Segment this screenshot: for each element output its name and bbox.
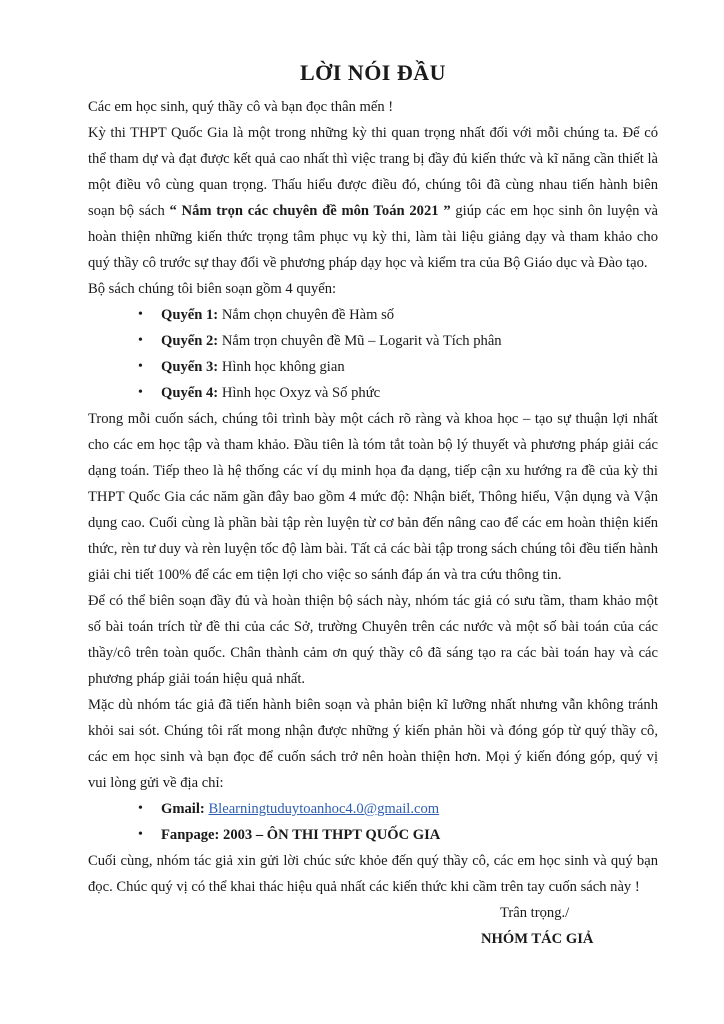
content-paragraph: Trong mỗi cuốn sách, chúng tôi trình bày một cách rõ ràng và khoa học – tạo sự thuận lợi nhất cho các em học tập và tham khảo. Đầu tiên là tóm tắt toàn bộ lý thuyết và phương pháp giải các dạng toán. Tiếp theo là hệ thống các ví dụ minh họa đa dạng, tiếp cận xu hướng ra đề của kỳ thi THPT Quốc Gia các năm gần đây bao gồm 4 mức độ: Nhận biết, Thông hiểu, Vận dụng và Vận dụng cao. Cuối cùng là phần bài tập rèn luyện từ cơ bản đến nâng cao để các em hoàn thiện kiến thức, rèn tư duy và rèn luyện tốc độ làm bài. Tất cả các bài tập trong sách chúng tôi đều tiến hành giải chi tiết 100% để các em tiện lợi cho việc so sánh đáp án và tra cứu thông tin.: [88, 411, 658, 583]
book-name: Hình học Oxyz và Số phức: [218, 385, 381, 401]
book-name: Nắm trọn chuyên đề Mũ – Logarit và Tích phân: [218, 333, 502, 349]
greeting: Các em học sinh, quý thầy cô và bạn đọc thân mến !: [88, 99, 394, 115]
intro-text-after: giúp các em học sinh ôn luyện và hoàn thiện những kiến thức trọng tâm phục vụ kỳ thi, làm tài liệu giảng dạy và tham khảo cho quý thầy cô trước sự thay đổi về phương pháp dạy học và kiểm tra của Bộ Giáo dục và Đào tạo.: [88, 203, 658, 271]
gmail-label: Gmail:: [161, 801, 205, 817]
page-title: LỜI NÓI ĐẦU: [299, 60, 447, 85]
bullet-icon: •: [138, 333, 143, 348]
bullet-icon: •: [138, 359, 143, 374]
book-series-title: “ Nắm trọn các chuyên đề môn Toán 2021 ”: [169, 203, 451, 219]
book-item: [88, 380, 658, 406]
gmail-link[interactable]: Blearningtuduytoanhoc4.0@gmail.com: [208, 801, 440, 817]
intro-text-before: Kỳ thi THPT Quốc Gia là một trong những kỳ thi quan trọng nhất đối với mỗi chúng ta. Để có thể tham dự và đạt được kết quả cao nhất thì việc trang bị đầy đủ kiến thức và kĩ năng cần thiết là một điều vô cùng quan trọng. Thấu hiểu được điều đó, chúng tôi đã cùng nhau tiến hành biên soạn bộ sách: [88, 125, 658, 219]
book-name: Nắm chọn chuyên đề Hàm số: [218, 307, 395, 323]
book-name: Hình học không gian: [218, 359, 345, 375]
sources-paragraph: Để có thể biên soạn đầy đủ và hoàn thiện bộ sách này, nhóm tác giả có sưu tầm, tham khảo một số bài toán trích từ đề thi của các Sở, trường Chuyên trên các nước và một số bài toán của các thầy/cô trên toàn quốc. Chân thành cảm ơn quý thầy cô đã sáng tạo ra các bài toán hay và các phương pháp giải toán hiệu quả nhất.: [88, 593, 658, 687]
book-label: Quyển 1:: [161, 307, 219, 323]
contact-fanpage: [88, 822, 658, 848]
book-list: [88, 302, 658, 406]
bullet-icon: •: [138, 307, 143, 322]
bullet-icon: •: [138, 385, 143, 400]
book-label: Quyển 3:: [161, 359, 219, 375]
closing-paragraph: Cuối cùng, nhóm tác giả xin gửi lời chúc sức khỏe đến quý thầy cô, các em học sinh và quý bạn đọc. Chúc quý vị có thể khai thác hiệu quả nhất các kiến thức khi cầm trên tay cuốn sách này !: [88, 853, 658, 895]
bullet-icon: •: [138, 827, 143, 842]
book-item: [88, 354, 658, 380]
bullet-icon: •: [138, 801, 143, 816]
book-label: Quyển 4:: [161, 385, 219, 401]
intro-paragraph: [88, 120, 658, 276]
book-item: [88, 302, 658, 328]
book-item: [88, 328, 658, 354]
feedback-paragraph: Mặc dù nhóm tác giả đã tiến hành biên soạn và phản biện kĩ lưỡng nhất nhưng vẫn không tránh khỏi sai sót. Chúng tôi rất mong nhận được những ý kiến phản hồi và đóng góp từ quý thầy cô, các em học sinh và bạn đọc để cuốn sách trở nên hoàn thiện hơn. Mọi ý kiến đóng góp, quý vị vui lòng gửi về địa chỉ:: [88, 697, 658, 791]
fanpage-text: Fanpage: 2003 – ÔN THI THPT QUỐC GIA: [161, 827, 441, 843]
books-intro: Bộ sách chúng tôi biên soạn gồm 4 quyển:: [88, 281, 337, 297]
book-label: Quyển 2:: [161, 333, 219, 349]
author-signature: NHÓM TÁC GIẢ: [481, 931, 594, 947]
regards-text: Trân trọng./: [500, 905, 570, 921]
contact-list: [88, 796, 658, 848]
contact-gmail: [88, 796, 658, 822]
